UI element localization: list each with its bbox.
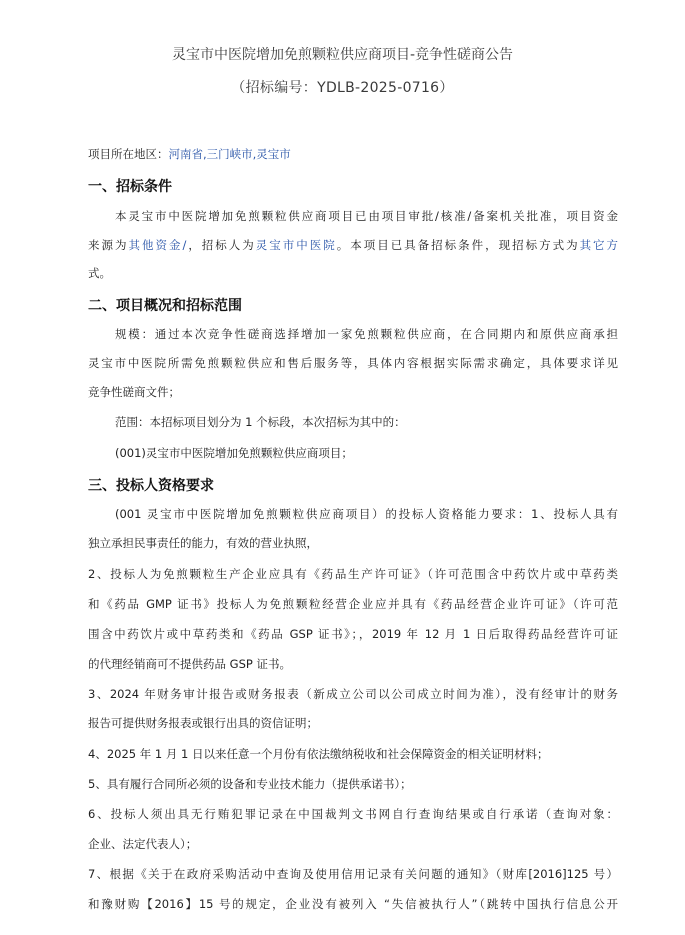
overview-line-1: 规模：通过本次竞争性磋商选择增加一家免煎颗粒供应商，在合同期内和原供应商承担 (115, 327, 618, 341)
section-heading-overview: 二、项目概况和招标范围 (88, 298, 242, 314)
req-7-line-1: 7、根据《关于在政府采购活动中查询及使用信用记录有关问题的通知》（财库[2016]125 号） (88, 867, 618, 881)
conditions-line-2: 来源为其他资金/，招标人为灵宝市中医院。本项目已具备招标条件，现招标方式为其它方 (88, 238, 619, 252)
location-line (88, 146, 291, 162)
req-6-line-1: 6、投标人须出具无行贿犯罪记录在中国裁判文书网自行查询结果或自行承诺（查询对象： (88, 807, 618, 821)
req-2-line-2: 和《药品 GMP 证书》投标人为免煎颗粒经营企业应并具有《药品经营企业许可证》（许可范 (88, 597, 618, 611)
method-link: 其它方 (579, 238, 619, 252)
tenderer-link: 灵宝市中医院 (255, 238, 337, 252)
location-label: 项目所在地区： (88, 147, 169, 161)
req-5-line: 5、具有履行合同所必须的设备和专业技术能力（提供承诺书）； (88, 777, 412, 791)
overview-line-3: 竞争性磋商文件； (88, 385, 180, 399)
req-4-line: 4、2025 年 1 月 1 日以来任意一个月份有依法缴纳税收和社会保障资金的相关证明材料； (88, 747, 549, 761)
overview-line-2: 灵宝市中医院所需免煎颗粒供应和售后服务等，具体内容根据实际需求确定，具体要求详见 (88, 356, 618, 370)
fund-source-link: 其他资金/ (128, 238, 187, 252)
req-6-line-2: 企业、法定代表人）； (88, 837, 198, 851)
conditions-line-3: 式。 (88, 266, 111, 280)
lot-line: (001)灵宝市中医院增加免煎颗粒供应商项目； (115, 446, 353, 460)
scope-line: 范围：本招标项目划分为 1 个标段，本次招标为其中的： (115, 415, 406, 429)
req-7-line-2: 和豫财购【2016】15 号的规定，企业没有被列入 “失信被执行人”（跳转中国执行信息公开 (88, 897, 618, 911)
req-2-line-4: 的代理经销商可不提供药品 GSP 证书。 (88, 657, 291, 671)
section-heading-qualification: 三、投标人资格要求 (88, 478, 214, 494)
req-1-line-1: (001 灵宝市中医院增加免煎颗粒供应商项目）的投标人资格能力要求：1、投标人具有 (115, 507, 618, 521)
section-heading-conditions: 一、招标条件 (88, 179, 172, 195)
req-2-line-1: 2、投标人为免煎颗粒生产企业应具有《药品生产许可证》（许可范围含中药饮片或中草药类 (88, 567, 618, 581)
req-1-line-2: 独立承担民事责任的能力，有效的营业执照， (88, 536, 318, 550)
req-3-line-2: 报告可提供财务报表或银行出具的资信证明； (88, 716, 318, 730)
page-title: 灵宝市中医院增加免煎颗粒供应商项目-竞争性磋商公告 (171, 47, 514, 63)
location-value: 河南省,三门峡市,灵宝市 (168, 147, 291, 161)
req-2-line-3: 围含中药饮片或中草药类和《药品 GSP 证书》；，2019 年 12 月 1 日后取得药品经营许可证 (88, 627, 618, 641)
tender-number: （招标编号：YDLB-2025-0716） (231, 80, 454, 96)
conditions-line-1: 本灵宝市中医院增加免煎颗粒供应商项目已由项目审批/核准/备案机关批准，项目资金 (115, 209, 618, 223)
req-3-line-1: 3、2024 年财务审计报告或财务报表（新成立公司以公司成立时间为准），没有经审计的财务 (88, 687, 618, 701)
